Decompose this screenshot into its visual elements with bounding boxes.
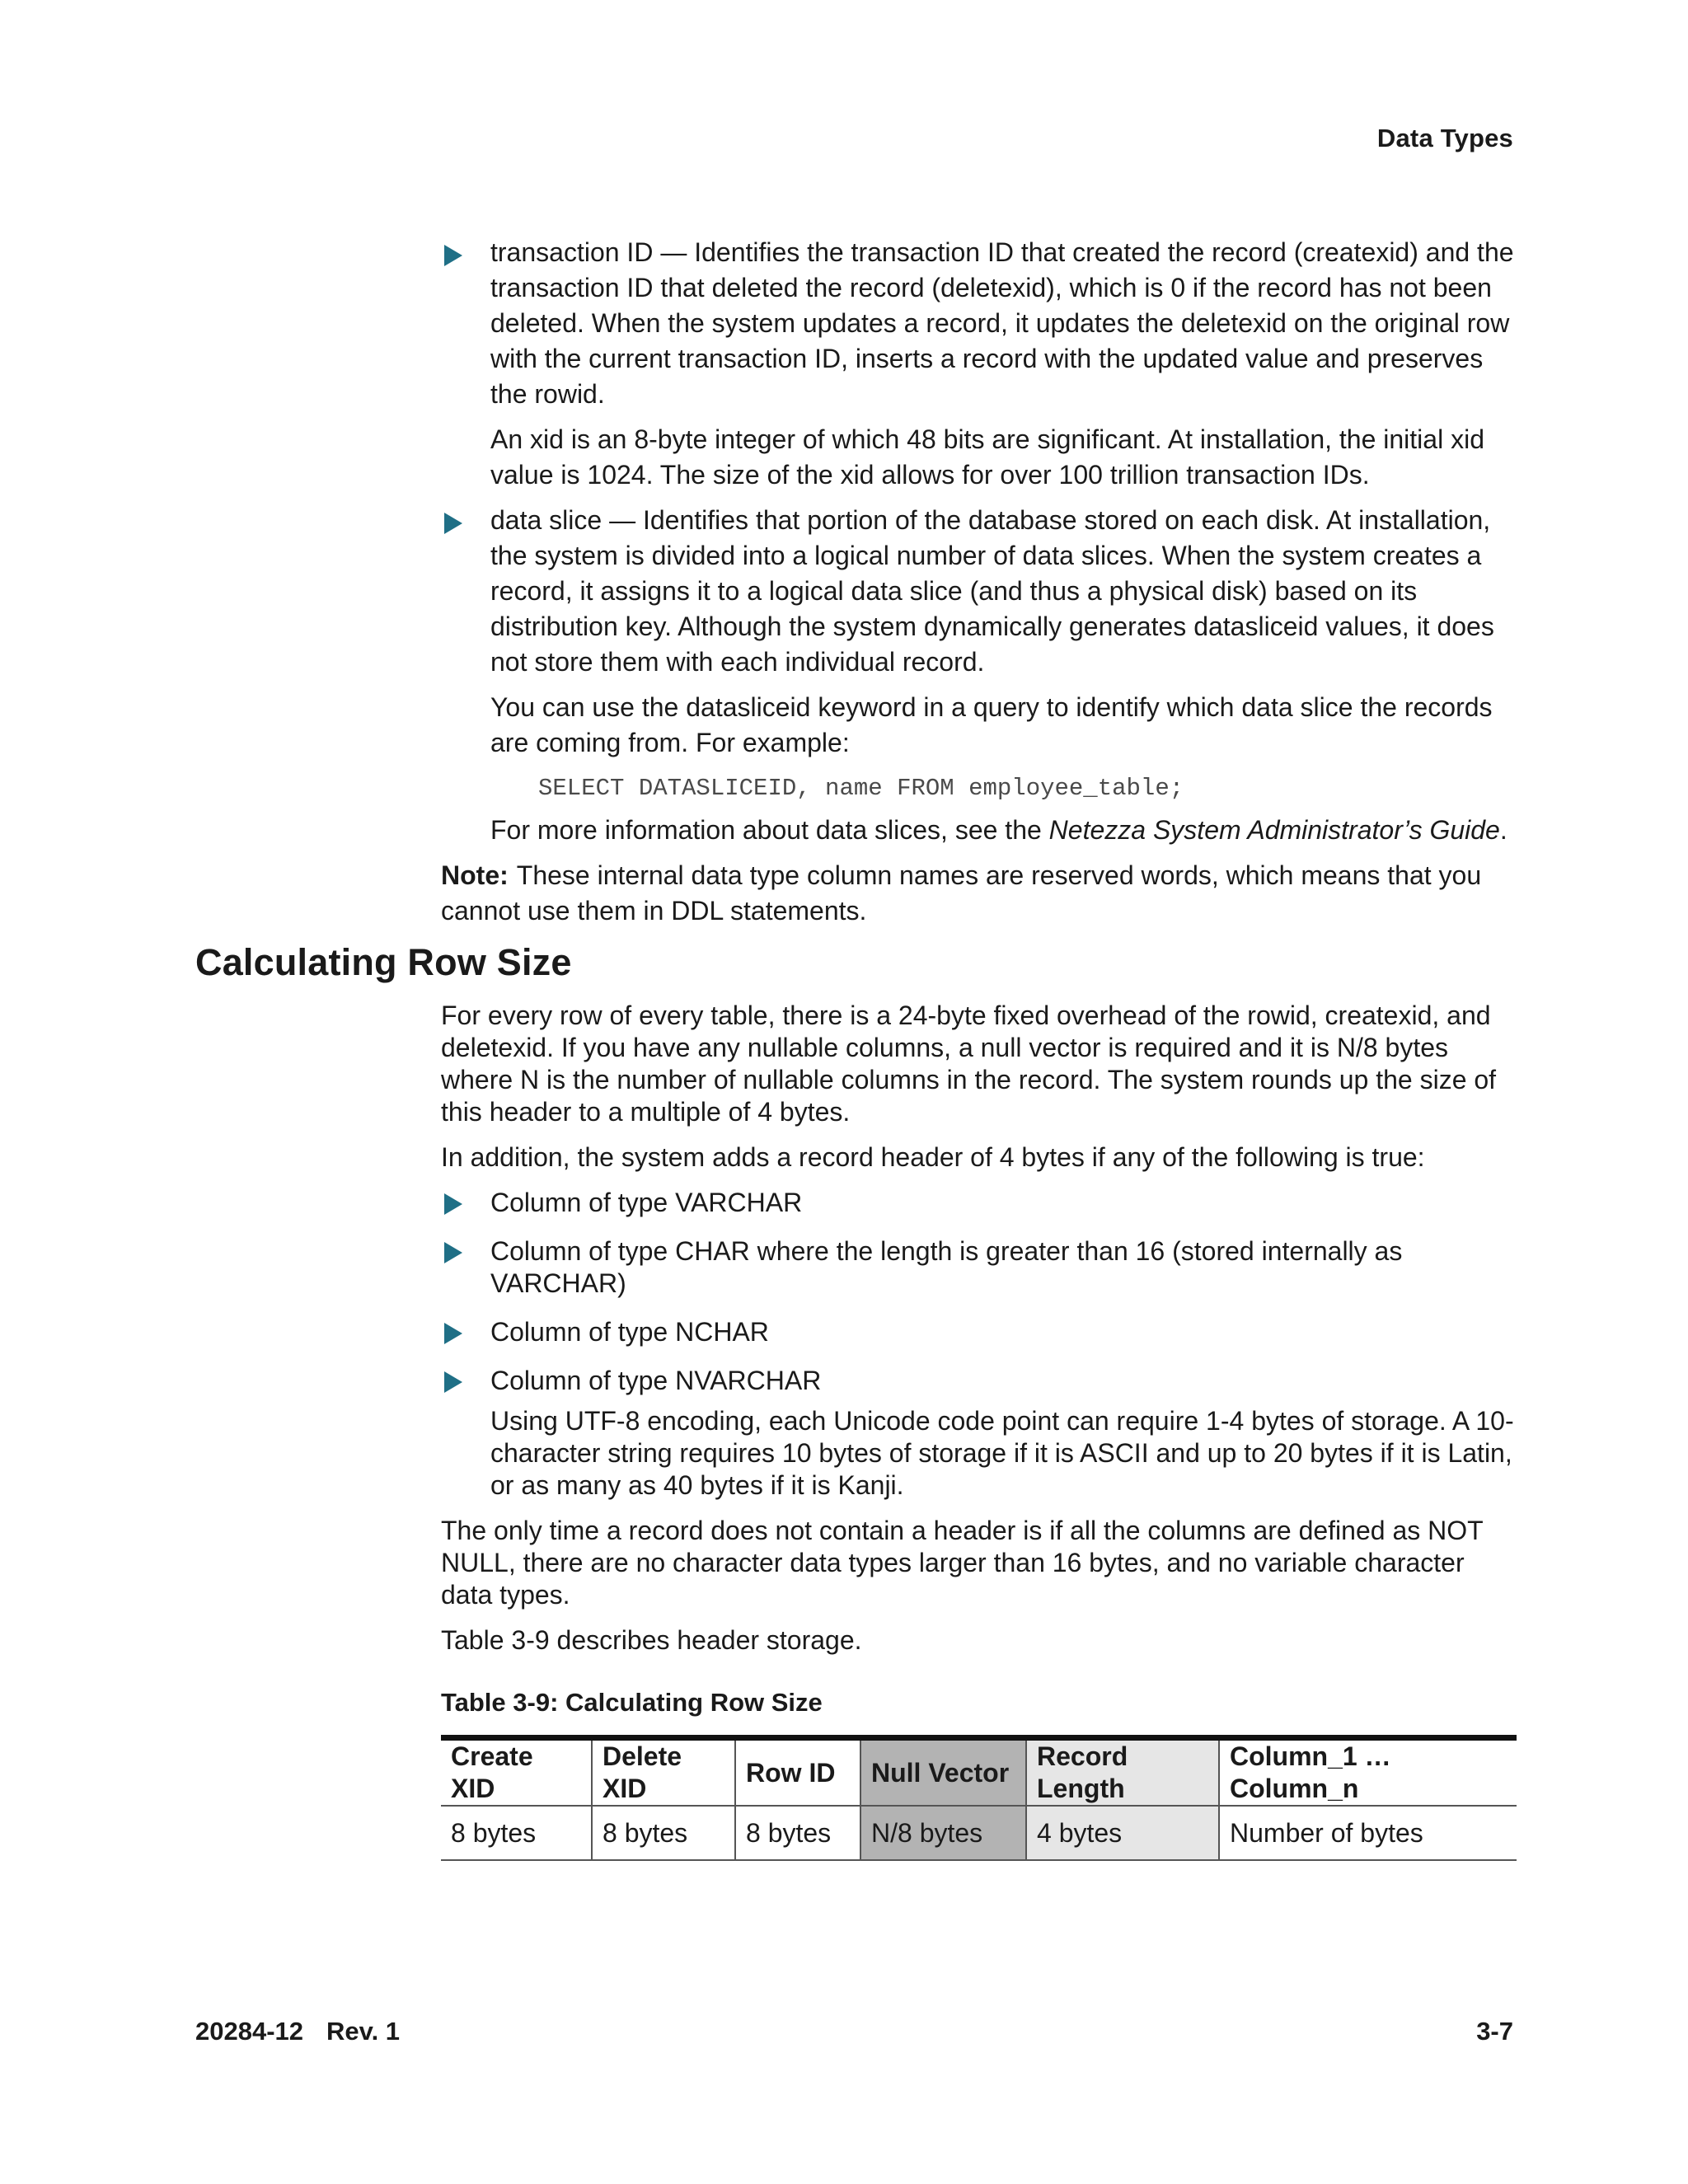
bullet-varchar: [441, 1187, 1522, 1219]
bullet-arrow-icon: [444, 245, 462, 266]
utf8-note: Using UTF-8 encoding, each Unicode code point can require 1-4 bytes of storage. A 10-character string requires 10 bytes of storage if it is ASCII and up to 20 bytes if it is Latin, or as many as 40 bytes if it is Kanji.: [490, 1406, 1514, 1500]
table-row: [441, 1806, 1517, 1860]
table-reference-paragraph: Table 3-9 describes header storage.: [441, 1625, 862, 1655]
cell-null-vector: N/8 bytes: [860, 1806, 1026, 1860]
note-label: Note:: [441, 860, 509, 890]
cell-row-id: 8 bytes: [735, 1806, 860, 1860]
page-number: 3-7: [1476, 2017, 1513, 2046]
header-create-xid: Create XID: [441, 1738, 592, 1807]
row-overhead-paragraph: For every row of every table, there is a 24-byte fixed overhead of the rowid, createxid, and deletexid. If you have any nullable columns, a null vector is required and it is N/8 bytes where N is the number of nullable columns in the record. The system rounds up the size of this header to a multiple of 4 bytes.: [441, 1001, 1497, 1127]
bullet-text: data slice — Identifies that portion of the database stored on each disk. At installation, the system is divided into a logical number of data slices. When the system creates a record, it assigns it to a logical data slice (and thus a physical disk) based on its distribution key. Although the system dynamically generates datasliceid values, it does not store them with each individual record.: [490, 505, 1494, 677]
bullet-text: transaction ID — Identifies the transaction ID that created the record (createxid) and the transaction ID that deleted the record (deletexid), which is 0 if the record has not been deleted. When the system updates a record, it updates the deletexid on the original row with the current transaction ID, inserts a record with the updated value and preserves the rowid.: [490, 237, 1514, 409]
header-delete-xid: Delete XID: [592, 1738, 735, 1807]
bullet-text: Column of type VARCHAR: [490, 1188, 803, 1217]
bullet-text: Column of type NVARCHAR: [490, 1366, 822, 1395]
more-info-paragraph: [441, 813, 1522, 848]
table-caption: Table 3-9: Calculating Row Size: [441, 1688, 823, 1717]
guide-reference: Netezza System Administrator’s Guide: [1048, 815, 1500, 845]
record-header-paragraph: In addition, the system adds a record header of 4 bytes if any of the following is true:: [441, 1142, 1425, 1172]
upper-content: [441, 235, 1522, 940]
bullet-transaction-id: [441, 235, 1522, 412]
header-null-vector: Null Vector: [860, 1738, 1026, 1807]
cell-columns: Number of bytes: [1219, 1806, 1517, 1860]
bullet-nchar: [441, 1316, 1522, 1348]
cell-create-xid: 8 bytes: [441, 1806, 592, 1860]
cell-record-length: 4 bytes: [1026, 1806, 1219, 1860]
bullet-arrow-icon: [444, 1242, 462, 1263]
bullet-arrow-icon: [444, 1323, 462, 1344]
note-paragraph: [441, 858, 1522, 929]
row-size-table: [441, 1735, 1517, 1861]
bullet-text: Column of type CHAR where the length is greater than 16 (stored internally as VARCHAR): [490, 1236, 1403, 1298]
more-info-suffix: .: [1499, 815, 1507, 845]
datasliceid-description: You can use the datasliceid keyword in a query to identify which data slice the records are coming from. For example:: [490, 692, 1493, 757]
header-row-id: Row ID: [735, 1738, 860, 1807]
table-header-row: [441, 1738, 1517, 1807]
header-columns: Column_1 …Column_n: [1219, 1738, 1517, 1807]
bullet-arrow-icon: [444, 1193, 462, 1215]
xid-description: An xid is an 8-byte integer of which 48 bits are significant. At installation, the initial xid value is 1024. The size of the xid allows for over 100 trillion transaction IDs.: [490, 424, 1484, 490]
bullet-text: Column of type NCHAR: [490, 1317, 769, 1347]
bullet-data-slice: [441, 503, 1522, 680]
section-heading: Calculating Row Size: [195, 941, 572, 983]
bullet-arrow-icon: [444, 513, 462, 534]
more-info-prefix: For more information about data slices, see the: [490, 815, 1049, 845]
section-body: [441, 1000, 1522, 1861]
bullet-nvarchar: [441, 1365, 1522, 1397]
footer-doc-info: [195, 2017, 400, 2046]
no-header-paragraph: The only time a record does not contain a header is if all the columns are defined as NOT NULL, there are no character data types larger than 16 bytes, and no variable character data types.: [441, 1516, 1484, 1610]
header-record-length: Record Length: [1026, 1738, 1219, 1807]
doc-number: 20284-12: [195, 2017, 304, 2046]
note-text: These internal data type column names are reserved words, which means that you cannot use them in DDL statements.: [441, 860, 1482, 926]
bullet-arrow-icon: [444, 1371, 462, 1393]
bullet-char: [441, 1235, 1522, 1300]
cell-delete-xid: 8 bytes: [592, 1806, 735, 1860]
running-header-title: Data Types: [1376, 124, 1513, 152]
doc-revision: Rev. 1: [326, 2017, 401, 2046]
code-example: SELECT DATASLICEID, name FROM employee_table;: [538, 775, 1184, 802]
